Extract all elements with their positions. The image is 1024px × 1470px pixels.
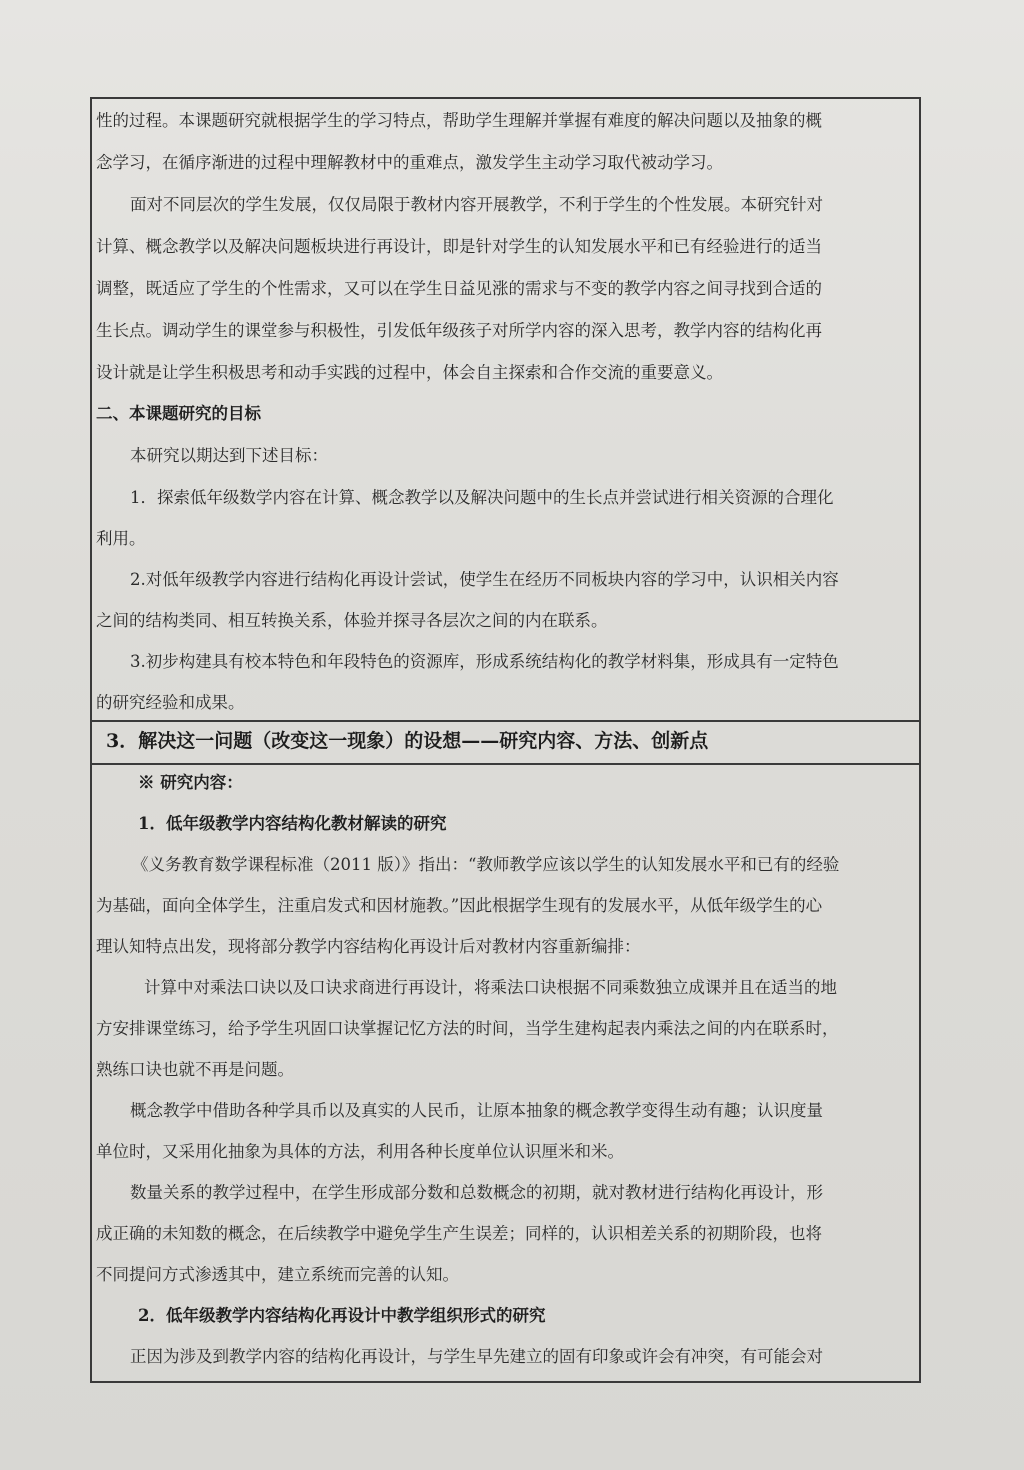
paragraph-line: 方安排课堂练习，给予学生巩固口诀掌握记忆方法的时间，当学生建构起表内乘法之间的内在联系时，: [96, 1019, 839, 1038]
goal-item: 3.初步构建具有校本特色和年段特色的资源库，形成系统结构化的教学材料集，形成具有一定特色: [130, 652, 839, 671]
section-heading: 二、本课题研究的目标: [96, 404, 261, 423]
paragraph-line: 成正确的未知数的概念，在后续教学中避免学生产生误差；同样的，认识相差关系的初期阶段，也将: [96, 1224, 822, 1243]
paragraph-line: 正因为涉及到教学内容的结构化再设计，与学生早先建立的固有印象或许会有冲突，有可能会对: [130, 1347, 823, 1366]
goal-item: 之间的结构类同、相互转换关系，体验并探寻各层次之间的内在联系。: [96, 611, 608, 630]
paragraph-line: 不同提问方式渗透其中，建立系统而完善的认知。: [96, 1265, 459, 1284]
research-background-cell: [92, 99, 919, 722]
goal-item: 利用。: [96, 529, 146, 548]
paragraph-line: 设计就是让学生积极思考和动手实践的过程中，体会自主探索和合作交流的重要意义。: [96, 363, 723, 382]
section-header-row: [92, 722, 919, 765]
section-title: 3．解决这一问题（改变这一现象）的设想——研究内容、方法、创新点: [106, 730, 709, 752]
paragraph-line: 《义务教育数学课程标准（2011 版）》指出：“教师教学应该以学生的认知发展水平和已有的经验: [132, 855, 840, 874]
paragraph-line: 念学习，在循序渐进的过程中理解教材中的重难点，激发学生主动学习取代被动学习。: [96, 153, 723, 172]
goals-intro: 本研究以期达到下述目标：: [130, 446, 328, 465]
paragraph-line: 理认知特点出发，现将部分教学内容结构化再设计后对教材内容重新编排：: [96, 937, 641, 956]
paragraph-line: 为基础，面向全体学生，注重启发式和因材施教。”因此根据学生现有的发展水平，从低年级学生的心: [96, 896, 823, 915]
paragraph-line: 调整，既适应了学生的个性需求，又可以在学生日益见涨的需求与不变的教学内容之间寻找到合适的: [96, 279, 822, 298]
goal-item: 的研究经验和成果。: [96, 693, 245, 712]
goal-item: 1．探索低年级数学内容在计算、概念教学以及解决问题中的生长点并尝试进行相关资源的合理化: [130, 488, 834, 507]
paragraph-line: 概念教学中借助各种学具币以及真实的人民币，让原本抽象的概念教学变得生动有趣；认识度量: [130, 1101, 823, 1120]
paragraph-line: 计算、概念教学以及解决问题板块进行再设计，即是针对学生的认知发展水平和已有经验进行的适当: [96, 237, 822, 256]
subsection-title: 1．低年级教学内容结构化教材解读的研究: [138, 814, 447, 833]
paragraph-line: 数量关系的教学过程中，在学生形成部分数和总数概念的初期，就对教材进行结构化再设计，形: [130, 1183, 823, 1202]
paragraph-line: 生长点。调动学生的课堂参与积极性，引发低年级孩子对所学内容的深入思考，教学内容的结构化再: [96, 321, 822, 340]
subsection-title: 2．低年级教学内容结构化再设计中教学组织形式的研究: [138, 1306, 546, 1325]
paragraph-line: 熟练口诀也就不再是问题。: [96, 1060, 294, 1079]
paragraph-line: 单位时，又采用化抽象为具体的方法，利用各种长度单位认识厘米和米。: [96, 1142, 624, 1161]
goal-item: 2.对低年级教学内容进行结构化再设计尝试，使学生在经历不同板块内容的学习中，认识相关内容: [130, 570, 839, 589]
paragraph-line: 性的过程。本课题研究就根据学生的学习特点，帮助学生理解并掌握有难度的解决问题以及抽象的概: [96, 111, 822, 130]
form-table: [90, 97, 921, 1383]
research-content-cell: [92, 765, 919, 1381]
paragraph-line: 面对不同层次的学生发展，仅仅局限于教材内容开展教学，不利于学生的个性发展。本研究针对: [130, 195, 823, 214]
paragraph-line: 计算中对乘法口诀以及口诀求商进行再设计，将乘法口诀根据不同乘数独立成课并且在适当的地: [144, 978, 837, 997]
content-label: ※ 研究内容：: [138, 773, 243, 792]
